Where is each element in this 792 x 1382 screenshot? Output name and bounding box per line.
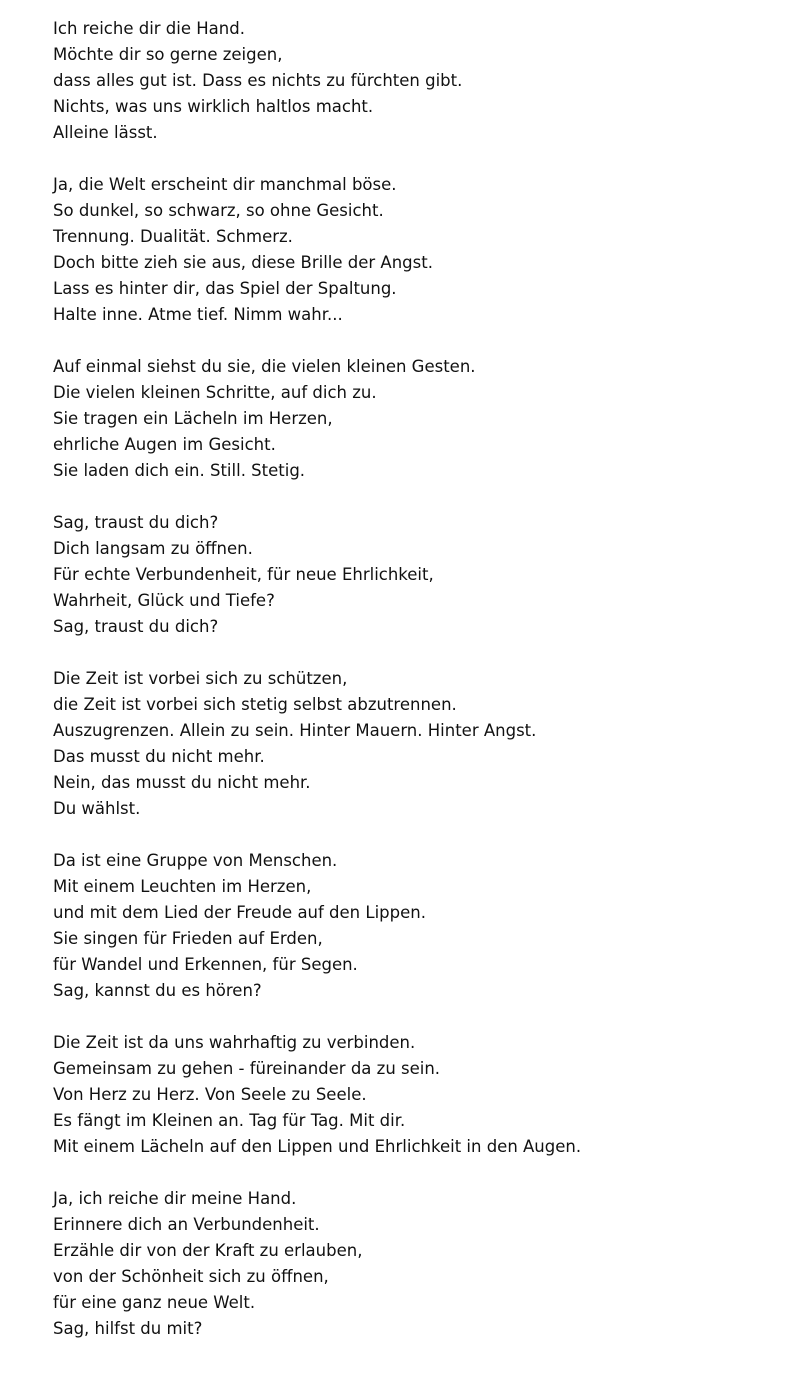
stanza [53, 172, 773, 328]
poem-line: Dich langsam zu öffnen. [53, 539, 253, 558]
poem-line: Halte inne. Atme tief. Nimm wahr... [53, 305, 343, 324]
poem-line: Mit einem Lächeln auf den Lippen und Ehrlichkeit in den Augen. [53, 1137, 582, 1156]
poem-line: Trennung. Dualität. Schmerz. [53, 227, 293, 246]
poem-line: Alleine lässt. [53, 123, 158, 142]
poem-line: Nichts, was uns wirklich haltlos macht. [53, 97, 374, 116]
poem-line: Die Zeit ist da uns wahrhaftig zu verbinden. [53, 1033, 416, 1052]
poem-line: Es fängt im Kleinen an. Tag für Tag. Mit dir. [53, 1111, 406, 1130]
poem-line: Sie singen für Frieden auf Erden, [53, 929, 323, 948]
stanza [53, 666, 773, 822]
stanza [53, 510, 773, 640]
poem-line: Nein, das musst du nicht mehr. [53, 773, 311, 792]
stanza [53, 354, 773, 484]
poem-line: Das musst du nicht mehr. [53, 747, 265, 766]
poem-line: Ja, die Welt erscheint dir manchmal böse. [53, 175, 397, 194]
poem-line: Von Herz zu Herz. Von Seele zu Seele. [53, 1085, 367, 1104]
poem-line: Sie laden dich ein. Still. Stetig. [53, 461, 306, 480]
poem-line: Du wählst. [53, 799, 141, 818]
poem-line: für eine ganz neue Welt. [53, 1293, 256, 1312]
poem-line: Sag, traust du dich? [53, 513, 219, 532]
poem-line: Die Zeit ist vorbei sich zu schützen, [53, 669, 348, 688]
poem-line: Sag, hilfst du mit? [53, 1319, 203, 1338]
poem-text [53, 16, 773, 1368]
poem-line: Mit einem Leuchten im Herzen, [53, 877, 312, 896]
poem-line: und mit dem Lied der Freude auf den Lippen. [53, 903, 426, 922]
poem-line: Möchte dir so gerne zeigen, [53, 45, 283, 64]
stanza [53, 848, 773, 1004]
poem-line: die Zeit ist vorbei sich stetig selbst abzutrennen. [53, 695, 457, 714]
poem-line: Ich reiche dir die Hand. [53, 19, 245, 38]
poem-line: Für echte Verbundenheit, für neue Ehrlichkeit, [53, 565, 434, 584]
poem-line: Auszugrenzen. Allein zu sein. Hinter Mauern. Hinter Angst. [53, 721, 537, 740]
poem-line: dass alles gut ist. Dass es nichts zu fürchten gibt. [53, 71, 463, 90]
poem-line: von der Schönheit sich zu öffnen, [53, 1267, 329, 1286]
poem-line: für Wandel und Erkennen, für Segen. [53, 955, 358, 974]
poem-line: So dunkel, so schwarz, so ohne Gesicht. [53, 201, 384, 220]
poem-line: Lass es hinter dir, das Spiel der Spaltung. [53, 279, 397, 298]
poem-line: Auf einmal siehst du sie, die vielen kleinen Gesten. [53, 357, 476, 376]
poem-line: Sag, traust du dich? [53, 617, 219, 636]
poem-line: ehrliche Augen im Gesicht. [53, 435, 276, 454]
poem-line: Sag, kannst du es hören? [53, 981, 262, 1000]
poem-line: Doch bitte zieh sie aus, diese Brille der Angst. [53, 253, 433, 272]
poem-line: Ja, ich reiche dir meine Hand. [53, 1189, 297, 1208]
poem-line: Da ist eine Gruppe von Menschen. [53, 851, 338, 870]
poem-line: Die vielen kleinen Schritte, auf dich zu. [53, 383, 377, 402]
stanza [53, 1030, 773, 1160]
stanza [53, 1186, 773, 1342]
poem-line: Erinnere dich an Verbundenheit. [53, 1215, 320, 1234]
poem-line: Wahrheit, Glück und Tiefe? [53, 591, 275, 610]
poem-line: Sie tragen ein Lächeln im Herzen, [53, 409, 333, 428]
poem-line: Gemeinsam zu gehen - füreinander da zu sein. [53, 1059, 441, 1078]
stanza [53, 16, 773, 146]
poem-line: Erzähle dir von der Kraft zu erlauben, [53, 1241, 363, 1260]
